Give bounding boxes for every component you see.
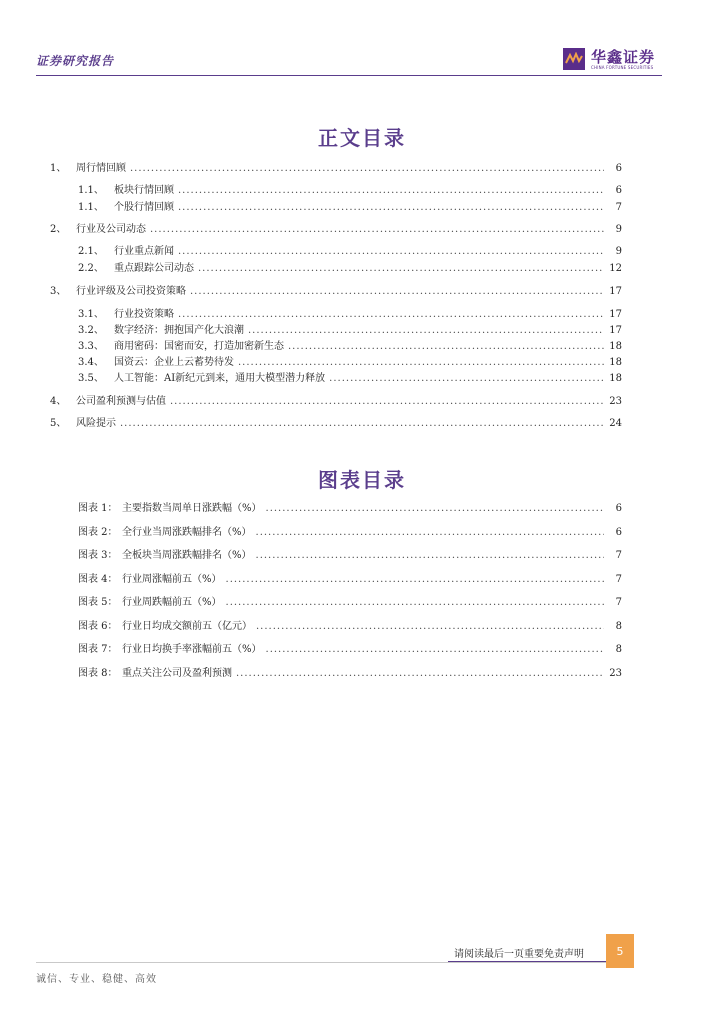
toc-subsection-entry[interactable]: [78, 245, 622, 259]
toc-entry-title: 全板块当周涨跌幅排名（%）: [122, 550, 252, 561]
toc-figure-entry[interactable]: [78, 667, 622, 681]
toc-entry-number: 3.5、: [78, 373, 104, 384]
toc-figure-entry[interactable]: [78, 643, 622, 657]
toc-entry-number: 3.1、: [78, 309, 104, 320]
footer-divider: [36, 962, 606, 963]
toc-entry-page: 17: [609, 325, 622, 336]
toc-entry-page: 23: [609, 396, 622, 407]
toc-entry-page: 8: [615, 644, 622, 655]
toc-section-entry[interactable]: [50, 223, 622, 237]
toc-subsection-entry[interactable]: [78, 356, 622, 370]
toc-subsection-entry[interactable]: [78, 308, 622, 322]
toc-subsection-entry[interactable]: [78, 184, 622, 198]
toc-entry-number: 3、: [50, 286, 67, 297]
toc-leader-dots: [266, 502, 604, 516]
toc-entry-number: 2.1、: [78, 246, 104, 257]
toc-entry-title: 主要指数当周单日涨跌幅（%）: [122, 503, 262, 514]
toc-entry-page: 9: [615, 246, 622, 257]
toc-entry-number: 1、: [50, 163, 67, 174]
toc-entry-number: 图表 8：: [78, 667, 118, 679]
toc-entry-number: 3.4、: [78, 357, 104, 368]
toc-entry-number: 2、: [50, 224, 67, 235]
logo-name-en: CHINA FORTUNE SECURITIES: [591, 64, 654, 70]
toc-figure-entry[interactable]: [78, 526, 622, 540]
toc-entry-title: 周行情回顾: [76, 163, 126, 174]
toc-entry-number: 图表 3：: [78, 550, 118, 561]
toc-entry-title: 重点跟踪公司动态: [114, 263, 194, 274]
toc-entry-page: 17: [609, 286, 622, 297]
toc-entry-page: 6: [615, 185, 622, 196]
toc-entry-title: 行业重点新闻: [114, 246, 174, 257]
toc-entry-title: 公司盈利预测与估值: [76, 396, 166, 407]
toc-entry-number: 2.2、: [78, 263, 104, 274]
toc-leader-dots: [329, 372, 604, 386]
toc-section-entry[interactable]: [50, 417, 622, 431]
toc-entry-page: 24: [609, 418, 622, 429]
toc-entry-title: 行业评级及公司投资策略: [76, 286, 186, 297]
toc-leader-dots: [178, 184, 604, 198]
toc-entry-page: 7: [615, 597, 622, 608]
toc-entry-title: 全行业当周涨跌幅排名（%）: [122, 526, 252, 538]
toc-entry-number: 图表 4：: [78, 573, 118, 585]
toc-entry-number: 3.3、: [78, 341, 104, 352]
toc-entry-title: 人工智能：AI新纪元到来，通用大模型潜力释放: [114, 373, 326, 384]
toc-entry-page: 18: [609, 341, 622, 352]
toc-section-entry[interactable]: [50, 285, 622, 299]
toc-leader-dots: [178, 245, 604, 259]
toc-entry-page: 6: [615, 526, 622, 538]
main-toc-heading: 正文目录: [318, 126, 406, 150]
toc-subsection-entry[interactable]: [78, 340, 622, 354]
disclaimer-note[interactable]: 请阅读最后一页重要免责声明: [454, 949, 584, 960]
toc-leader-dots: [256, 620, 604, 634]
toc-entry-number: 图表 7：: [78, 644, 118, 655]
toc-leader-dots: [170, 395, 604, 409]
toc-entry-number: 4、: [50, 396, 67, 407]
toc-entry-title: 行业及公司动态: [76, 224, 146, 235]
toc-leader-dots: [238, 356, 604, 370]
toc-entry-number: 图表 5：: [78, 597, 118, 608]
page-number: 5: [606, 934, 634, 968]
toc-entry-number: 3.2、: [78, 325, 104, 336]
company-slogan: 诚信、专业、稳健、高效: [36, 974, 157, 985]
toc-leader-dots: [256, 549, 604, 563]
report-type-label: 证券研究报告: [36, 54, 115, 68]
toc-entry-title: 行业周涨幅前五（%）: [122, 573, 222, 585]
toc-leader-dots: [120, 417, 604, 431]
toc-entry-number: 1.1、: [78, 185, 104, 196]
toc-leader-dots: [266, 643, 604, 657]
toc-entry-number: 图表 2：: [78, 526, 118, 538]
header-divider: [36, 75, 662, 76]
toc-entry-title: 商用密码：国密而安，打造加密新生态: [114, 341, 284, 352]
toc-entry-title: 数字经济：拥抱国产化大浪潮: [114, 325, 244, 336]
toc-entry-title: 风险提示: [76, 418, 116, 429]
toc-entry-title: 板块行情回顾: [114, 185, 174, 196]
toc-leader-dots: [236, 667, 604, 681]
toc-entry-page: 6: [615, 163, 622, 174]
toc-leader-dots: [130, 162, 604, 176]
toc-section-entry[interactable]: [50, 162, 622, 176]
toc-subsection-entry[interactable]: [78, 201, 622, 215]
toc-figure-entry[interactable]: [78, 573, 622, 587]
toc-leader-dots: [150, 223, 604, 237]
toc-entry-number: 5、: [50, 418, 67, 429]
toc-entry-page: 7: [615, 202, 622, 213]
toc-entry-page: 18: [609, 373, 622, 384]
toc-leader-dots: [198, 262, 604, 276]
toc-figure-entry[interactable]: [78, 596, 622, 610]
toc-entry-number: 1.1、: [78, 202, 104, 213]
toc-entry-title: 重点关注公司及盈利预测: [122, 667, 232, 679]
toc-entry-page: 6: [615, 503, 622, 514]
company-logo: [563, 47, 655, 71]
toc-entry-page: 18: [609, 357, 622, 368]
toc-entry-page: 9: [615, 224, 622, 235]
toc-entry-number: 图表 1：: [78, 503, 118, 514]
logo-mark-icon: [563, 48, 585, 70]
toc-leader-dots: [226, 573, 604, 587]
toc-figure-entry[interactable]: [78, 549, 622, 563]
toc-entry-page: 7: [615, 573, 622, 585]
toc-figure-entry[interactable]: [78, 620, 622, 634]
toc-entry-title: 国资云：企业上云蓄势待发: [114, 357, 234, 368]
toc-entry-title: 行业日均成交额前五（亿元）: [122, 620, 252, 632]
toc-leader-dots: [226, 596, 604, 610]
toc-entry-page: 7: [615, 550, 622, 561]
toc-leader-dots: [190, 285, 604, 299]
toc-leader-dots: [248, 324, 604, 338]
toc-entry-title: 行业日均换手率涨幅前五（%）: [122, 644, 262, 655]
toc-subsection-entry[interactable]: [78, 262, 622, 276]
logo-name-cn: 华鑫证券: [591, 47, 656, 66]
toc-entry-page: 23: [609, 667, 622, 679]
toc-entry-page: 17: [609, 309, 622, 320]
toc-entry-number: 图表 6：: [78, 620, 118, 632]
toc-figure-entry[interactable]: [78, 502, 622, 516]
toc-entry-title: 个股行情回顾: [114, 202, 174, 213]
toc-leader-dots: [178, 308, 604, 322]
toc-leader-dots: [288, 340, 604, 354]
toc-subsection-entry[interactable]: [78, 372, 622, 386]
toc-leader-dots: [178, 201, 604, 215]
toc-entry-page: 12: [609, 263, 622, 274]
toc-section-entry[interactable]: [50, 395, 622, 409]
toc-entry-title: 行业投资策略: [114, 309, 174, 320]
toc-leader-dots: [256, 526, 604, 540]
toc-entry-title: 行业周跌幅前五（%）: [122, 597, 222, 608]
toc-subsection-entry[interactable]: [78, 324, 622, 338]
figure-toc-heading: 图表目录: [318, 468, 406, 492]
toc-entry-page: 8: [615, 620, 622, 632]
